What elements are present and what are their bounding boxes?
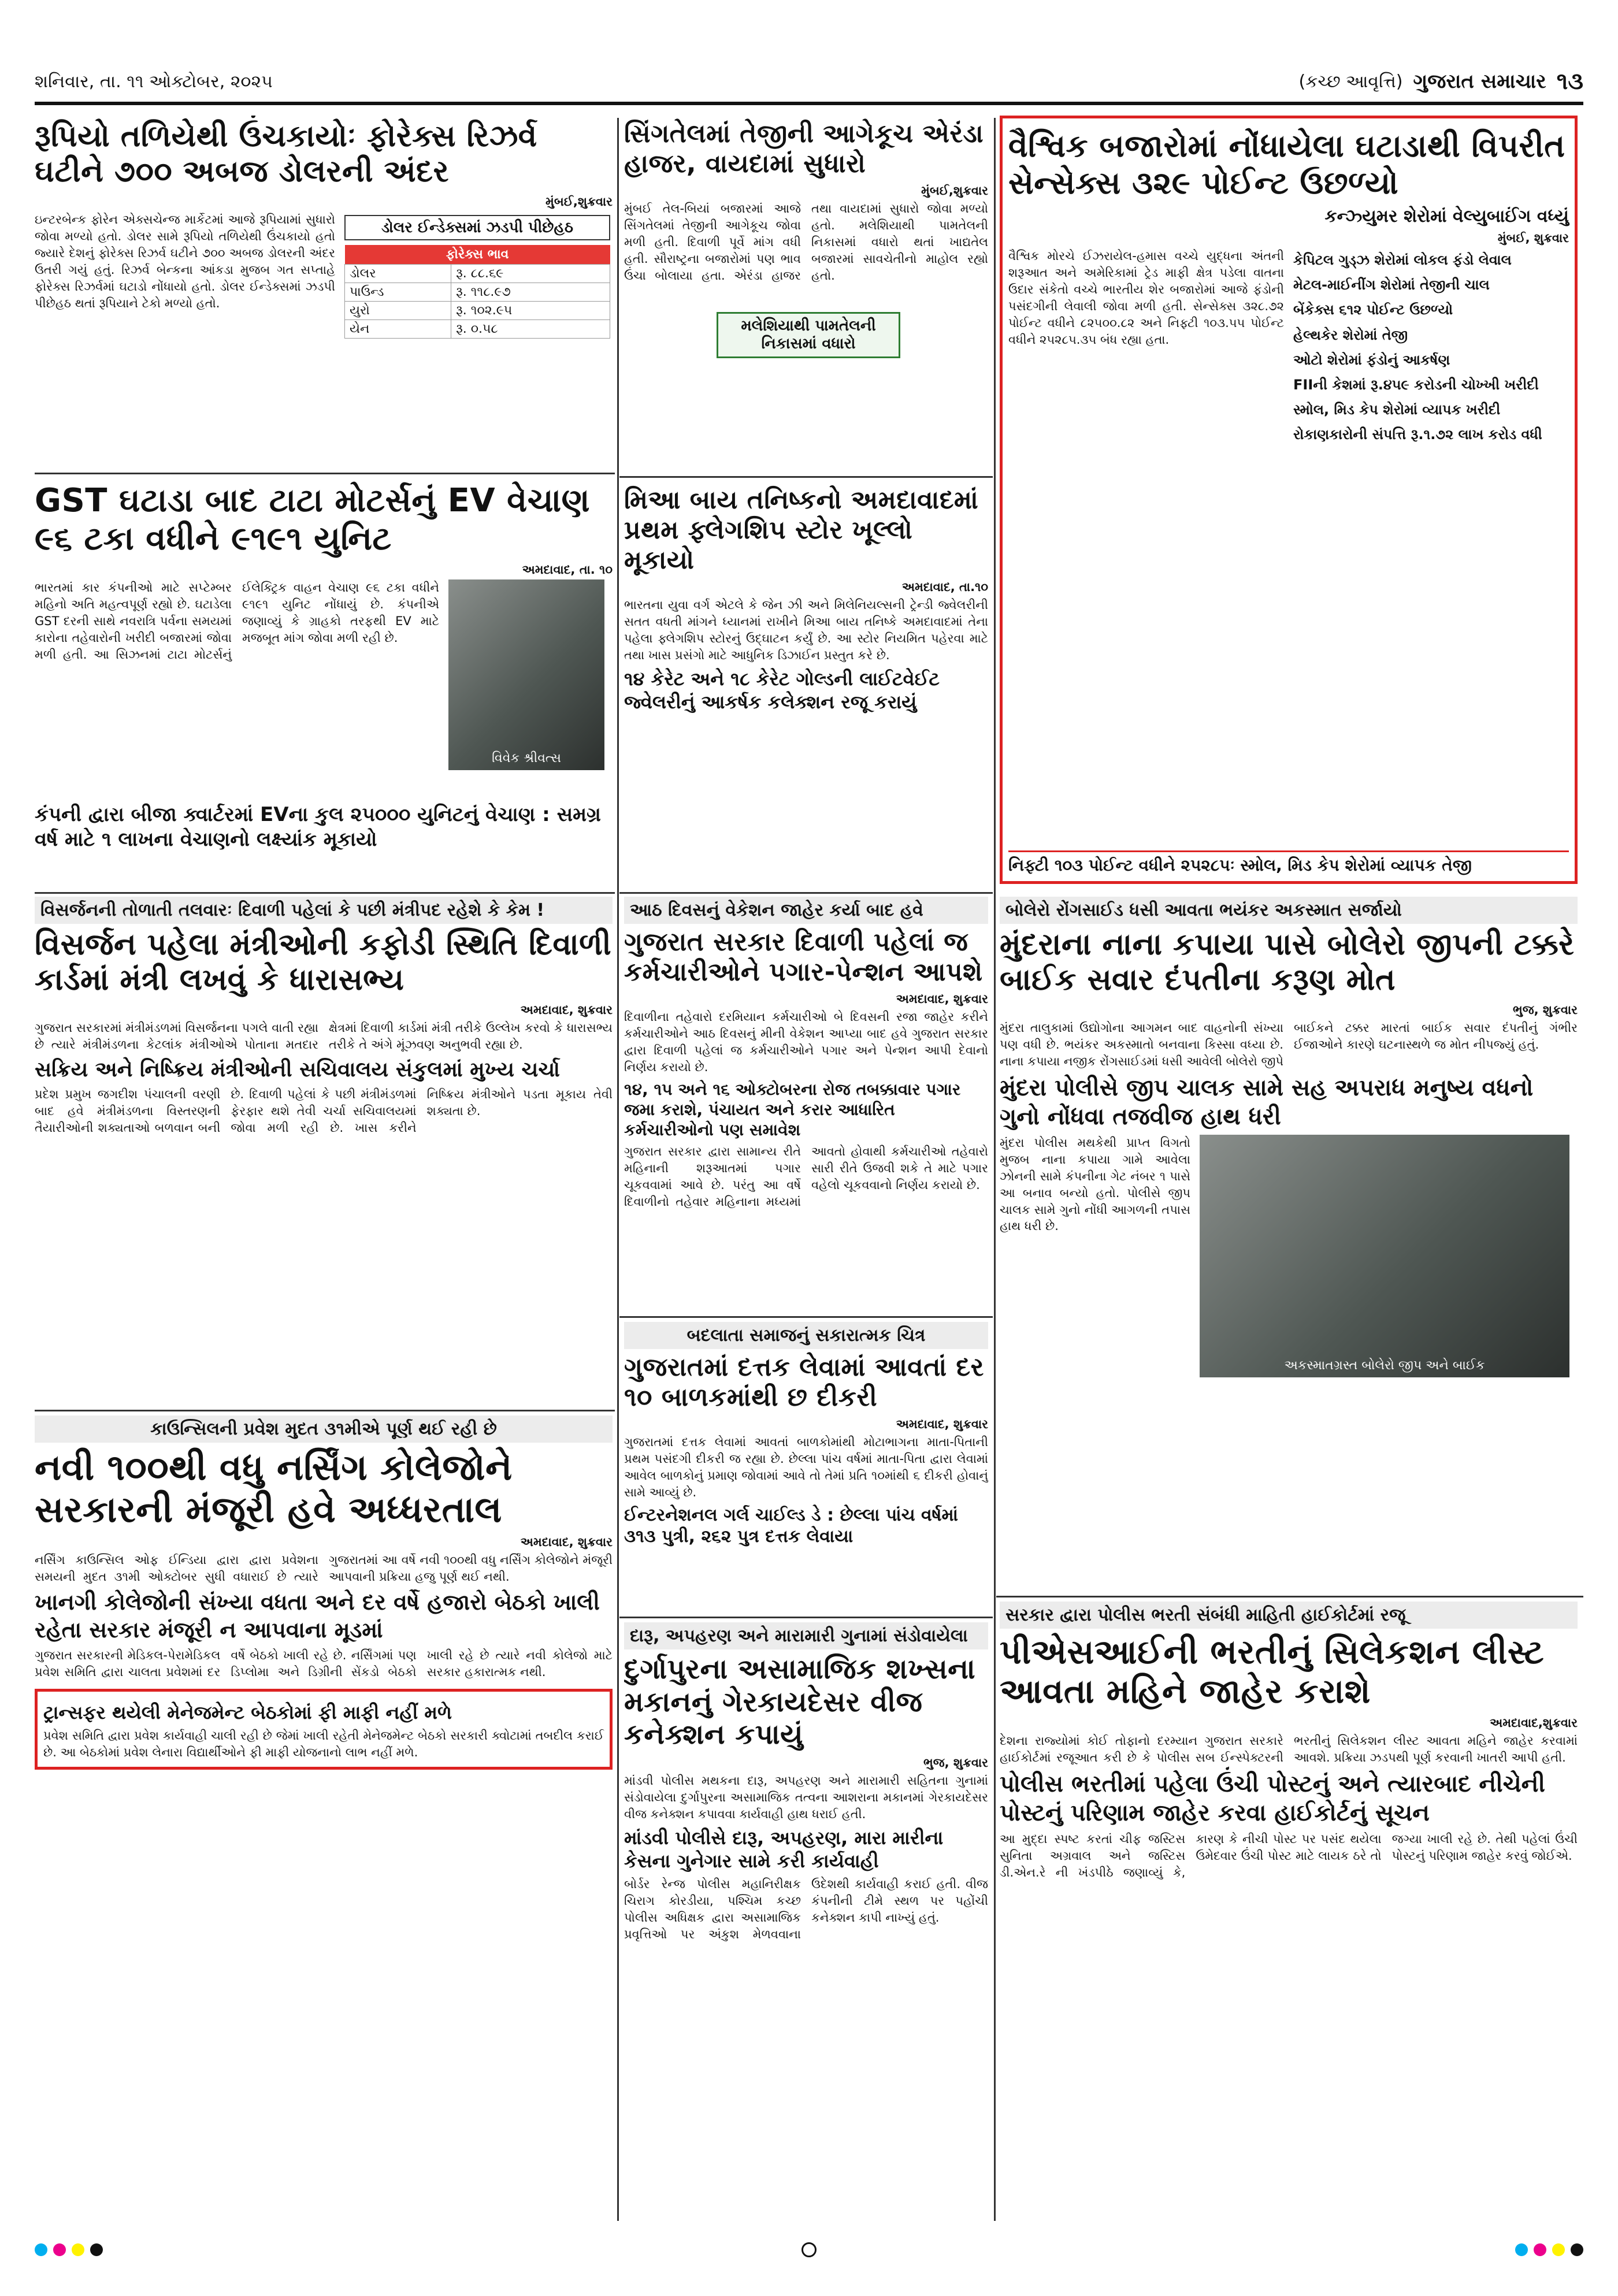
psi-dateline: અમદાવાદ,શુક્રવાર xyxy=(1490,1715,1578,1730)
fee-waiver-box xyxy=(35,1689,613,1770)
section-rule xyxy=(35,473,615,474)
section-rule xyxy=(619,1617,993,1618)
table-row xyxy=(345,302,610,320)
ministers-dateline: અમદાવાદ, શુક્રવાર xyxy=(520,1002,613,1017)
forex-dateline: મુંબઈ,શુક્રવાર xyxy=(545,194,613,209)
electric-subhead: માંડવી પોલીસે દારૂ, અપહરણ, મારા મારીના કેસના ગુનેગાર સામે કરી કાર્યવાહી xyxy=(624,1826,944,1872)
salary-body: દિવાળીના તહેવારો દરમિયાન કર્મચારીઓ બે દિવસની રજા જાહેર કરીને કર્મચારીઓને આઠ દિવસનું મીની વેકેશન આપ્યા બાદ હવે ગુજરાત સરકાર દ્વારા દિવાળી પહેલાં જ કર્મચારીઓને પગાર અને પેન્શન આપી દેવાનો નિર્ણય કરાયો છે. xyxy=(624,1009,988,1074)
accident-subhead: મુંદરા પોલીસે જીપ ચાલક સામે સહ અપરાધ મનુષ્ય વધનો ગુનો નોંધવા તજવીજ હાથ ધરી xyxy=(1000,1074,1534,1130)
oil-dateline: મુંબઈ,શુક્રવાર xyxy=(921,183,988,198)
photo-caption: અકસ્માતગ્રસ્ત બોલેરો જીપ અને બાઈક xyxy=(1284,1358,1485,1373)
photo-caption: વિવેક શ્રીવત્સ xyxy=(492,751,561,766)
currency-rate: રૂ. ૧૧૮.૯૭ xyxy=(451,283,610,302)
sensex-subhead: કન્ઝ્યુમર શેરોમાં વેલ્યુબાઈંગ વધ્યું xyxy=(1324,206,1569,227)
mia-headline: મિઆ બાય તનિષ્કનો અમદાવાદમાં પ્રથમ ફ્લેગશિપ સ્ટોર ખૂલ્લો મૂકાયો xyxy=(624,485,979,575)
salary-headline: ગુજરાત સરકાર દિવાળી પહેલાં જ કર્મચારીઓને પગાર-પેન્શન આપશે xyxy=(624,927,983,987)
registration-mark-icon xyxy=(801,2242,817,2257)
article-mia-tanishq xyxy=(624,482,988,886)
currency-rate: રૂ. ૧૦૨.૯૫ xyxy=(451,302,610,320)
sensex-section-head: મેટલ-માઈનીંગ શેરોમાં તેજીની ચાલ xyxy=(1293,277,1490,293)
oil-headline: સિંગતેલમાં તેજીની આગેકૂચ એરંડા હાજર, વાયદામાં સુધારો xyxy=(624,119,984,179)
psi-headline: પીએસઆઈની ભરતીનું સિલેકશન લીસ્ટ આવતા મહિને જાહેર કરાશે xyxy=(1000,1632,1545,1711)
ministers-body-2: પ્રદેશ પ્રમુખ જગદીશ પંચાલની વરણી બાદ હવે મંત્રીમંડળના વિસ્તરણની તૈયારીઓની શક્યતાઓ બળવાન બની છે. દિવાળી પહેલાં કે પછી મંત્રીમંડળમાં ફેરફાર થશે તેવી ચર્ચા સચિવાલયમાં જોવા મળી રહી છે. ખાસ કરીને નિષ્ક્રિય મંત્રીઓને પડતા મૂકાય તેવી શક્યતા છે. xyxy=(35,1087,613,1135)
mia-body: ભારતના યુવા વર્ગ એટલે કે જેન ઝી અને મિલેનિયલ્સની ટ્રેન્ડી જ્વેલરીની સતત વધતી માંગને ધ્યાનમાં રાખીને મિઆ બાય તનિષ્કે અમદાવાદમાં તેના પહેલા ફ્લેગશિપ સ્ટોરનું ઉદ્ઘાટન કર્યું છે. આ સ્ટોર નિયમિત પહેરવા માટે તથા ખાસ પ્રસંગો માટે આધુનિક ડિઝાઈન પ્રસ્તુત કરે છે. xyxy=(624,597,988,662)
currency-name: યુરો xyxy=(345,302,451,320)
adoption-kicker: બદલાતા સમાજનું સકારાત્મક ચિત્ર xyxy=(624,1322,988,1349)
dollar-index-box: ડોલર ઈન્ડેક્સમાં ઝડપી પીછેહઠ xyxy=(344,215,610,241)
sensex-section-head: સ્મોલ, મિડ કેપ શેરોમાં વ્યાપક ખરીદી xyxy=(1293,402,1501,418)
magenta-chip xyxy=(53,2243,66,2256)
mia-dateline: અમદાવાદ, તા.૧૦ xyxy=(901,579,988,594)
tata-body: ભારતમાં કાર કંપનીઓ માટે સપ્ટેમ્બર મહિનો અતિ મહત્વપૂર્ણ રહ્યો છે. ઘટાડેલા GST દરની સાથે નવરાત્રિ પર્વના સમયમાં કારોના તહેવારોની ખરીદી બજારમાં જોવા મળી હતી. આ સિઝનમાં ટાટા મોટર્સનું ઈલેક્ટ્રિક વાહન વેચાણ ૯૬ ટકા વધીને ૯૧૯૧ યુનિટ નોંધાયું છે. કંપનીએ જણાવ્યું કે ગ્રાહકો તરફથી EV માટે મજબૂત માંગ જોવા મળી રહી છે. xyxy=(35,581,439,662)
article-sensex xyxy=(1000,116,1578,884)
cyan-chip xyxy=(1515,2243,1528,2256)
photo-accident-jeep xyxy=(1200,1135,1569,1377)
color-chips-right xyxy=(1515,2243,1583,2256)
sensex-dateline: મુંબઈ, શુક્રવાર xyxy=(1497,231,1569,245)
nursing-kicker: કાઉન્સિલની પ્રવેશ મુદત ૩૧મીએ પૂર્ણ થઈ રહી છે xyxy=(35,1416,613,1443)
black-chip xyxy=(90,2243,103,2256)
article-groundnut-oil xyxy=(624,116,988,474)
palm-oil-callout: મલેશિયાથી પામતેલની નિકાસમાં વધારો xyxy=(717,312,900,358)
sensex-section-heads xyxy=(1293,248,1569,448)
tata-subhead: કંપની દ્વારા બીજા ક્વાર્ટરમાં EVના કુલ ૨૫૦૦૦ યુનિટનું વેચાણ : સમગ્ર વર્ષ માટે ૧ લાખના વેચાણનો લક્ષ્યાંક મૂકાયો xyxy=(35,803,601,851)
masthead-right xyxy=(1299,68,1583,95)
ministers-headline: વિસર્જન પહેલા મંત્રીઓની કફોડી સ્થિતિ દિવાળી કાર્ડમાં મંત્રી લખવું કે ધારાસભ્ય xyxy=(35,927,612,998)
rate-table-title: ફોરેક્સ ભાવ xyxy=(345,245,610,265)
nursing-dateline: અમદાવાદ, શુક્રવાર xyxy=(520,1535,613,1550)
currency-name: ડોલર xyxy=(345,265,451,283)
nursing-body: નર્સિંગ કાઉન્સિલ ઓફ ઈન્ડિયા દ્વારા દ્વારા પ્રવેશના સમયની મુદત ૩૧મી ઓક્ટોબર સુધી વધારાઈ છે ત્યારે ગુજરાતમાં આ વર્ષે નવી ૧૦૦થી વધુ નર્સિંગ કોલેજોને મંજૂરી આપવાની પ્રક્રિયા હજુ પૂર્ણ થઈ નથી. xyxy=(35,1553,613,1584)
table-row xyxy=(345,320,610,339)
sensex-footer: નિફ્ટી ૧૦૩ પોઈન્ટ વધીને ૨૫૨૮૫ઃ સ્મોલ, મિડ કેપ શેરોમાં વ્યાપક તેજી xyxy=(1008,850,1569,875)
electric-dateline: ભુજ, શુક્રવાર xyxy=(923,1755,988,1770)
forex-sidebar xyxy=(344,211,610,339)
masthead xyxy=(35,64,1583,99)
forex-body: ઇન્ટરબેન્ક ફોરેન એક્સચેન્જ માર્કેટમાં આજે રૂપિયામાં સુધારો જોવા મળ્યો હતો. ડોલર સામે રૂપિયો તળિયેથી ઉંચકાયો હતો જ્યારે દેશનું ફોરેક્સ રિઝર્વ ઘટીને ૭૦૦ અબજ ડોલરની અંદર ઉતરી ગયું હતું. રિઝર્વ બેન્કના આંકડા મુજબ ગત સપ્તાહે ફોરેક્સ રિઝર્વમાં ઘટાડો નોંધાયો હતો. ડોલર ઈન્ડેક્સમાં ઝડપી પીછેહઠ થતાં રૂપિયાને ટેકો મળ્યો હતો. xyxy=(35,212,335,310)
article-psi xyxy=(1000,1602,1578,2231)
page-number: ૧૩ xyxy=(1556,68,1583,95)
article-ministers xyxy=(35,897,613,1405)
electric-headline: દુર્ગાપુરના અસામાજિક શખ્સના મકાનનું ગેરકાયદેસર વીજ કનેક્શન કપાયું xyxy=(624,1653,976,1751)
column-divider xyxy=(994,118,996,2221)
tata-dateline: અમદાવાદ, તા. ૧૦ xyxy=(522,563,613,577)
sensex-section-head: રોકાણકારોની સંપત્તિ રૂ.૧.૭૨ લાખ કરોડ વધી xyxy=(1293,426,1542,443)
article-tata-ev xyxy=(35,478,613,889)
accident-kicker: બોલેરો રોંગસાઈડ ધસી આવતા ભયંકર અકસ્માત સર્જાયો xyxy=(1000,897,1578,924)
column-divider xyxy=(617,118,619,2221)
magenta-chip xyxy=(1534,2243,1546,2256)
issue-date: શનિવાર, તા. ૧૧ ઓક્ટોબર, ૨૦૨૫ xyxy=(35,71,273,92)
currency-name: યેન xyxy=(345,320,451,339)
forex-rate-table xyxy=(344,245,610,339)
article-salary xyxy=(624,897,988,1313)
fee-waiver-title: ટ્રાન્સફર થયેલી મેનેજમેન્ટ બેઠકોમાં ફી માફી નહીં મળે xyxy=(43,1701,452,1724)
photo-vivek-srivatsa xyxy=(448,579,604,770)
nursing-body-2: ગુજરાત સરકારની મેડિકલ-પેરામેડિકલ પ્રવેશ સમિતિ દ્વારા ચાલતા પ્રવેશમાં દર વર્ષે બેઠકો ખાલી રહે છે. નર્સિંગમાં પણ ડિપ્લોમા અને ડિગ્રીની સેંકડો બેઠકો ખાલી રહે છે ત્યારે નવી કોલેજો માટે સરકાર હકારાત્મક નથી. xyxy=(35,1648,613,1680)
sensex-section-head: બેંકેક્સ ૬૧૨ પોઈન્ટ ઉછળ્યો xyxy=(1293,302,1453,318)
accident-body: મુંદરા તાલુકામાં ઉદ્યોગોના આગમન બાદ વાહનોની સંખ્યા પણ વધી છે. ભયંકર અકસ્માતો બનવાના કિસ્સા વધ્યા છે. નાના કપાયા નજીક રોંગસાઈડમાં ધસી આવેલી બોલેરો જીપે બાઈકને ટક્કર મારતાં બાઈક સવાર દંપતીનું ગંભીર ઈજાઓને કારણે ઘટનાસ્થળે જ મોત નીપજ્યું હતું. xyxy=(1000,1020,1578,1068)
nursing-headline: નવી ૧૦૦થી વધુ નર્સિંગ કોલેજોને સરકારની મંજૂરી હવે અધ્ધરતાલ xyxy=(35,1446,513,1531)
salary-subhead: ૧૪, ૧૫ અને ૧૬ ઓક્ટોબરના રોજ તબક્કાવાર પગાર જમા કરાશે, પંચાયત અને કરાર આધારિત કર્મચારીઓનો પણ સમાવેશ xyxy=(624,1079,961,1139)
salary-kicker: આઠ દિવસનું વેકેશન જાહેર કર્યા બાદ હવે xyxy=(624,897,988,924)
electric-body: માંડવી પોલીસ મથકના દારૂ, અપહરણ અને મારામારી સહિતના ગુનામાં સંડોવાયેલા દુર્ગાપુરના અસામાજિક તત્વના આશરાના મકાનમાં ગેરકાયદેસર વીજ કનેક્શન કપાવવા કાર્યવાહી હાથ ધરાઈ હતી. xyxy=(624,1773,988,1821)
tata-headline: GST ઘટાડા બાદ ટાટા મોટર્સનું EV વેચાણ ૯૬ ટકા વધીને ૯૧૯૧ યુનિટ xyxy=(35,482,590,558)
table-row xyxy=(345,265,610,283)
psi-body-2: આ મુદ્દા સ્પષ્ટ કરતાં ચીફ જસ્ટિસ સુનિતા અગ્રવાલ અને જસ્ટિસ ડી.એન.રે ની ખંડપીઠે જણાવ્યું કે, કારણ કે નીચી પોસ્ટ પર પસંદ થયેલા ઉમેદવાર ઉંચી પોસ્ટ માટે લાયક ઠરે તો જગ્યા ખાલી રહે છે. તેથી પહેલાં ઉંચી પોસ્ટનું પરિણામ જાહેર કરવું જોઈએ. xyxy=(1000,1831,1578,1879)
psi-kicker: સરકાર દ્વારા પોલીસ ભરતી સંબંધી માહિતી હાઈકોર્ટમાં રજૂ xyxy=(1000,1602,1578,1629)
sensex-headline: વૈશ્વિક બજારોમાં નોંધાયેલા ઘટાડાથી વિપરીત સેન્સેક્સ ૩૨૯ પોઈન્ટ ઉછળ્યો xyxy=(1008,128,1565,201)
section-rule xyxy=(35,892,615,894)
section-rule xyxy=(35,1410,615,1411)
article-accident xyxy=(1000,897,1578,1590)
article-adoption xyxy=(624,1322,988,1611)
adoption-body: ગુજરાતમાં દત્તક લેવામાં આવતાં બાળકોમાંથી મોટાભાગના માતા-પિતાની પ્રથમ પસંદગી દીકરી જ રહ્યા છે. છેલ્લા પાંચ વર્ષમાં માતા-પિતા દ્વારા લેવામાં આવેલ બાળકોનું પ્રમાણ જોવામાં આવે તો તેમાં પ્રતિ ૧૦માંથી ૬ દીકરી હોવાનું સામે આવ્યું છે. xyxy=(624,1435,988,1499)
nursing-subhead: ખાનગી કોલેજોની સંખ્યા વધતા અને દર વર્ષે હજારો બેઠકો ખાલી રહેતા સરકાર મંજૂરી ન આપવાના મૂડમાં xyxy=(35,1589,600,1643)
ministers-kicker: વિસર્જનની તોળાતી તલવારઃ દિવાળી પહેલાં કે પછી મંત્રીપદ રહેશે કે કેમ ! xyxy=(35,897,613,924)
paper-name: ગુજરાત સમાચાર xyxy=(1413,70,1546,93)
currency-rate: રૂ. ૮૮.૬૯ xyxy=(451,265,610,283)
electric-kicker: દારૂ, અપહરણ અને મારામારી ગુનામાં સંડોવાયેલા xyxy=(624,1622,988,1649)
yellow-chip xyxy=(1552,2243,1565,2256)
yellow-chip xyxy=(72,2243,84,2256)
salary-body-2: ગુજરાત સરકાર દ્વારા સામાન્ય રીતે મહિનાની શરૂઆતમાં પગાર ચૂકવવામાં આવે છે. પરંતુ આ વર્ષે દિવાળીનો તહેવાર મહિનાના મધ્યમાં આવતો હોવાથી કર્મચારીઓ તહેવારો સારી રીતે ઉજવી શકે તે માટે પગાર વહેલો ચૂકવવાનો નિર્ણય કરાયો છે. xyxy=(624,1144,988,1209)
print-registration-strip xyxy=(35,2238,1583,2261)
section-rule xyxy=(619,476,993,478)
sensex-section-head: કેપિટલ ગુડ્ઝ શેરોમાં લોકલ ફંડો લેવાલ xyxy=(1293,251,1512,268)
fee-waiver-body: પ્રવેશ સમિતિ દ્વારા પ્રવેશ કાર્યવાહી ચાલી રહી છે જેમાં ખાલી રહેતી મેનેજમેન્ટ બેઠકો સરકારી ક્વોટામાં તબદીલ કરાઈ છે. આ બેઠકોમાં પ્રવેશ લેનારા વિદ્યાર્થીઓને ફી માફી યોજનાનો લાભ નહીં મળે. xyxy=(43,1729,604,1760)
section-rule xyxy=(996,1596,1583,1597)
article-nursing xyxy=(35,1416,613,2230)
sensex-section-head: હેલ્થકેર શેરોમાં તેજી xyxy=(1293,326,1408,343)
article-electric xyxy=(624,1622,988,2229)
section-rule xyxy=(619,1316,993,1318)
ministers-body: ગુજરાત સરકારમાં મંત્રીમંડળમાં વિસર્જનના પગલે વાતી રહ્યા છે ત્યારે મંત્રીમંડળના કેટલાંક મંત્રીઓએ પોતાના મતદાર ક્ષેત્રમાં દિવાળી કાર્ડમાં મંત્રી તરીકે ઉલ્લેખ કરવો કે ધારાસભ્ય તરીકે તે અંગે મૂંઝવણ અનુભવી રહ્યા છે. xyxy=(35,1020,613,1052)
psi-body: દેશના રાજ્યોમાં કોઈ તોફાનો દરમ્યાન ગુજરાત સરકારે હાઈકોર્ટમાં રજૂઆત કરી છે કે પોલીસ સબ ઈન્સ્પેક્ટરની ભરતીનું સિલેકશન લીસ્ટ આવતા મહિને જાહેર કરવામાં આવશે. પ્રક્રિયા ઝડપથી પૂર્ણ કરવાની ખાતરી આપી હતી. xyxy=(1000,1733,1578,1764)
adoption-dateline: અમદાવાદ, શુક્રવાર xyxy=(896,1417,988,1431)
mia-subhead: ૧૪ કેરેટ અને ૧૮ કેરેટ ગોલ્ડની લાઈટવેઈટ જ્વેલરીનું આકર્ષક કલેક્શન રજૂ કરાયું xyxy=(624,667,940,713)
sensex-section-head: FIIની કેશમાં રૂ.૪૫૯ કરોડની ચોખ્ખી ખરીદી xyxy=(1293,376,1539,393)
accident-body-2: મુંદરા પોલીસ મથકેથી પ્રાપ્ત વિગતો મુજબ નાના કપાયા ગામે આવેલા ઝોનની સામે કંપનીના ગેટ નંબર ૧ પાસે આ બનાવ બન્યો હતો. પોલીસે જીપ ચાલક સામે ગુનો નોંધી આગળની તપાસ હાથ ધરી છે. xyxy=(1000,1135,1190,1234)
electric-body-2: બોર્ડર રેન્જ પોલીસ મહાનિરીક્ષક ચિરાગ કોરડીયા, પશ્ચિમ કચ્છ પોલીસ અધિક્ષક દ્વારા અસામાજિક પ્રવૃત્તિઓ પર અંકુશ મેળવવાના ઉદેશથી કાર્યવાહી કરાઈ હતી. વીજ કંપનીની ટીમે સ્થળ પર પહોંચી કનેક્શન કાપી નાખ્યું હતું. xyxy=(624,1877,988,1941)
color-chips-left xyxy=(35,2243,103,2256)
accident-dateline: ભુજ, શુક્રવાર xyxy=(1512,1002,1578,1017)
edition-label: (કચ્છ આવૃત્તિ) xyxy=(1298,71,1403,92)
salary-dateline: અમદાવાદ, શુક્રવાર xyxy=(896,991,988,1006)
psi-subhead: પોલીસ ભરતીમાં પહેલા ઉંચી પોસ્ટનું અને ત્યારબાદ નીચેની પોસ્ટનું પરિણામ જાહેર કરવા હાઈકોર્ટનું સૂચન xyxy=(1000,1770,1545,1826)
black-chip xyxy=(1571,2243,1583,2256)
sensex-body: વૈશ્વિક મોરચે ઈઝરાયેલ-હમાસ વચ્ચે યુદ્ધના અંતની શરૂઆત અને અમેરિકામાં ટ્રેડ માફી ક્ષેત્ર પડેલા વાતના ઉદાર સંકેતો વચ્ચે ભારતીય શેર બજારોમાં આજે ફંડોની પસંદગીની લેવાલી જોવા મળી હતી. સેન્સેક્સ ૩૨૮.૭૨ પોઈન્ટ વધીને ૮૨૫૦૦.૮૨ અને નિફ્ટી ૧૦૩.૫૫ પોઈન્ટ વધીને ૨૫૨૮૫.૩૫ બંધ રહ્યા હતા. xyxy=(1008,248,1284,347)
table-row xyxy=(345,283,610,302)
sensex-section-head: ઓટો શેરોમાં ફંડોનું આકર્ષણ xyxy=(1293,351,1450,368)
adoption-subhead: ઈન્ટરનેશનલ ગર્લ ચાઈલ્ડ ડે : છેલ્લા પાંચ વર્ષમાં ૩૧૩ પુત્રી, ૨૬૨ પુત્ર દત્તક લેવાયા xyxy=(624,1504,959,1547)
oil-body: મુંબઈ તેલ-બિયાં બજારમાં આજે સિંગતેલમાં તેજીની આગેકૂચ જોવા મળી હતી. દિવાળી પૂર્વે માંગ વધી હતી. સૌરાષ્ટ્રના બજારોમાં પણ ભાવ ઉંચા બોલાયા હતા. એરંડા હાજર તથા વાયદામાં સુધારો જોવા મળ્યો હતો. મલેશિયાથી પામતેલની નિકાસમાં વધારો થતાં ખાદ્યતેલ બજારમાં સાવચેતીનો માહોલ રહ્યો હતો. xyxy=(624,201,988,283)
masthead-rule xyxy=(35,102,1583,105)
currency-rate: રૂ. ૦.૫૮ xyxy=(451,320,610,339)
article-forex xyxy=(35,116,613,468)
currency-name: પાઉન્ડ xyxy=(345,283,451,302)
adoption-headline: ગુજરાતમાં દત્તક લેવામાં આવતાં દર ૧૦ બાળકમાંથી છ દીકરી xyxy=(624,1353,984,1412)
cyan-chip xyxy=(35,2243,47,2256)
accident-headline: મુંદરાના નાના કપાયા પાસે બોલેરો જીપની ટક્કરે બાઈક સવાર દંપતીના કરૂણ મોત xyxy=(1000,927,1575,998)
ministers-subhead: સક્રિય અને નિષ્ક્રિય મંત્રીઓની સચિવાલય સંકુલમાં મુખ્ય ચર્ચા xyxy=(35,1057,560,1082)
forex-headline: રૂપિયો તળિયેથી ઉંચકાયોઃ ફોરેક્સ રિઝર્વ ઘટીને ૭૦૦ અબજ ડોલરની અંદર xyxy=(35,119,537,190)
section-rule xyxy=(619,892,993,894)
